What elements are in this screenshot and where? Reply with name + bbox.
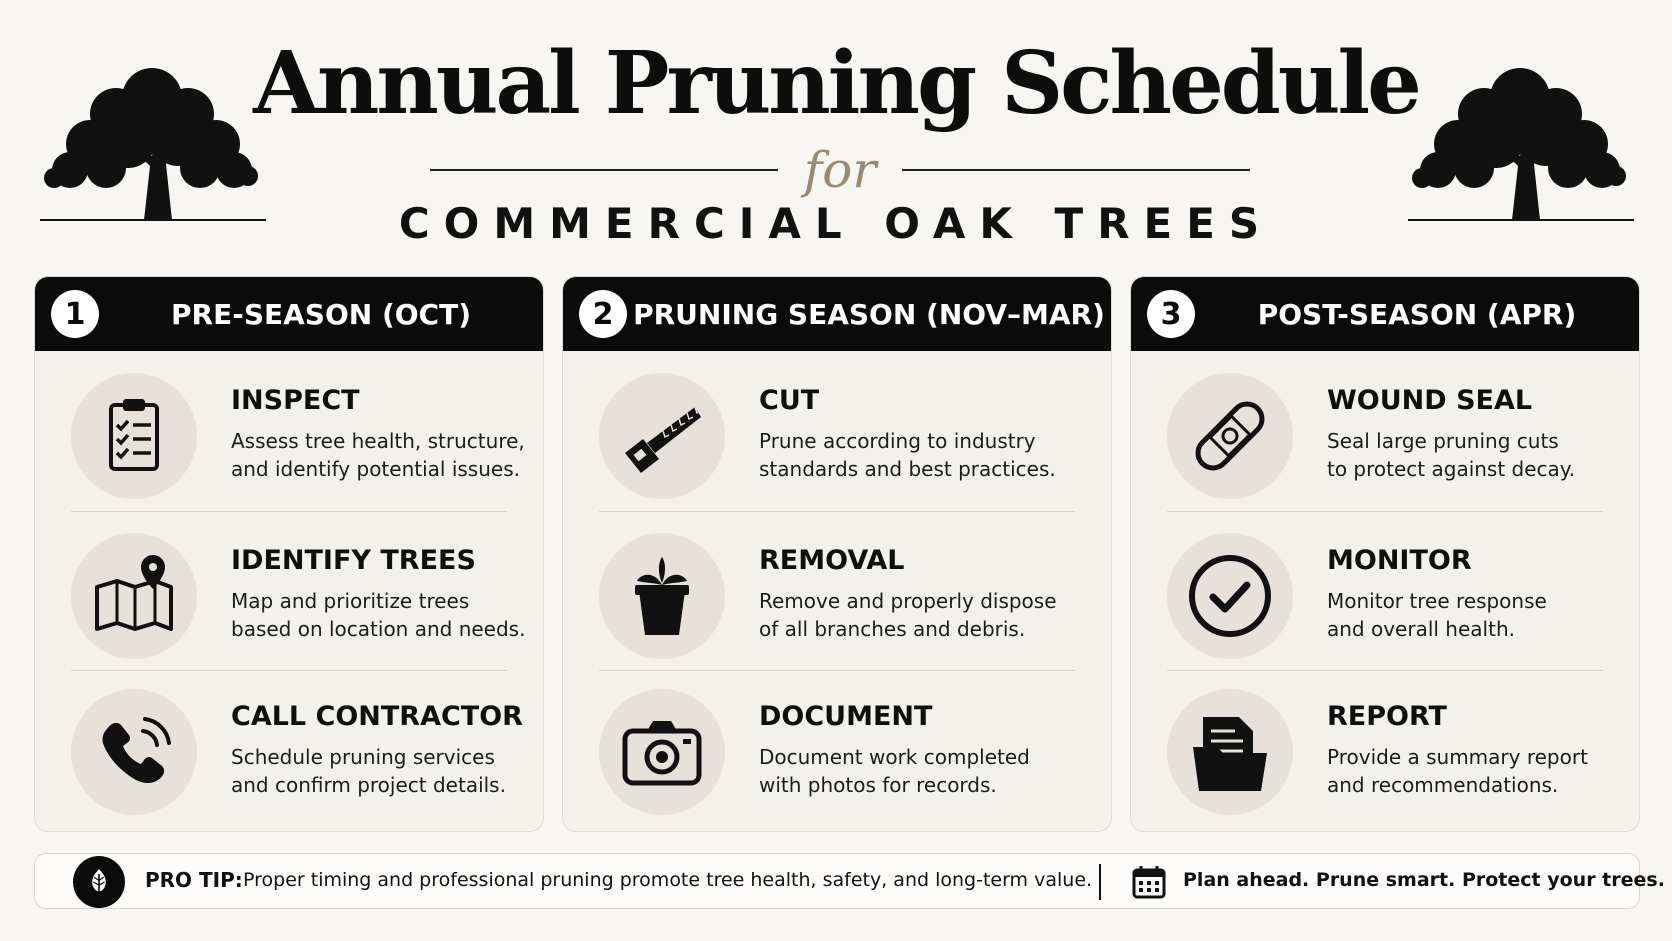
column-title: PRUNING SEASON (NOV–MAR) [633, 297, 1105, 331]
column-title: PRE-SEASON (OCT) [171, 297, 471, 331]
saw-icon [599, 373, 725, 499]
task-item [563, 351, 1111, 511]
task-item [563, 511, 1111, 671]
task-description: Remove and properly dispose of all branches and debris. [759, 589, 1057, 641]
task-item [1131, 511, 1639, 671]
task-title: IDENTIFY TREES [231, 545, 476, 576]
task-description: Seal large pruning cuts to protect against decay. [1327, 429, 1576, 481]
pro-tip-text: Proper timing and professional pruning promote tree health, safety, and long-term value. [243, 869, 1093, 891]
task-item [35, 511, 543, 671]
task-item [563, 667, 1111, 827]
column-header [35, 277, 543, 351]
task-title: DOCUMENT [759, 701, 933, 732]
task-title: INSPECT [231, 385, 360, 416]
column-header [1131, 277, 1639, 351]
column-pre-season [34, 276, 544, 832]
column-pruning-season [562, 276, 1112, 832]
step-number: 3 [1147, 290, 1195, 338]
task-description: Schedule pruning services and confirm project details. [231, 745, 506, 797]
task-title: REPORT [1327, 701, 1447, 732]
camera-icon [599, 689, 725, 815]
task-description: Provide a summary report and recommendations. [1327, 745, 1588, 797]
title-connector [430, 140, 1250, 200]
task-description: Monitor tree response and overall health. [1327, 589, 1547, 641]
page-title: Annual Pruning Schedule [253, 33, 1419, 134]
step-number: 2 [579, 290, 627, 338]
bandage-icon [1167, 373, 1293, 499]
task-description: Document work completed with photos for records. [759, 745, 1030, 797]
task-item [1131, 667, 1639, 827]
divider-line [430, 169, 778, 171]
column-title: POST-SEASON (APR) [1257, 297, 1577, 331]
footer-separator [1099, 864, 1101, 900]
divider-line [902, 169, 1250, 171]
task-title: WOUND SEAL [1327, 385, 1533, 416]
folder-report-icon [1167, 689, 1293, 815]
task-item [35, 667, 543, 827]
task-item [35, 351, 543, 511]
leaf-icon [73, 856, 125, 908]
column-post-season [1130, 276, 1640, 832]
pro-tip-label: PRO TIP: [145, 868, 243, 892]
check-circle-icon [1167, 533, 1293, 659]
task-title: CUT [759, 385, 820, 416]
footer-slogan: Plan ahead. Prune smart. Protect your trees. [1183, 869, 1665, 891]
phone-icon [71, 689, 197, 815]
task-description: Prune according to industry standards and best practices. [759, 429, 1056, 481]
task-title: REMOVAL [759, 545, 905, 576]
clipboard-checklist-icon [71, 373, 197, 499]
step-number: 1 [51, 290, 99, 338]
connector-word: for [803, 141, 877, 199]
task-description: Assess tree health, structure, and identify potential issues. [231, 429, 525, 481]
map-pin-icon [71, 533, 197, 659]
task-title: MONITOR [1327, 545, 1472, 576]
plant-pot-icon [599, 533, 725, 659]
page-subtitle: COMMERCIAL OAK TREES [398, 199, 1274, 248]
column-header [563, 277, 1111, 351]
calendar-icon [1131, 864, 1167, 900]
task-item [1131, 351, 1639, 511]
task-description: Map and prioritize trees based on location and needs. [231, 589, 526, 641]
pro-tip-bar [34, 853, 1665, 909]
task-title: CALL CONTRACTOR [231, 701, 523, 732]
